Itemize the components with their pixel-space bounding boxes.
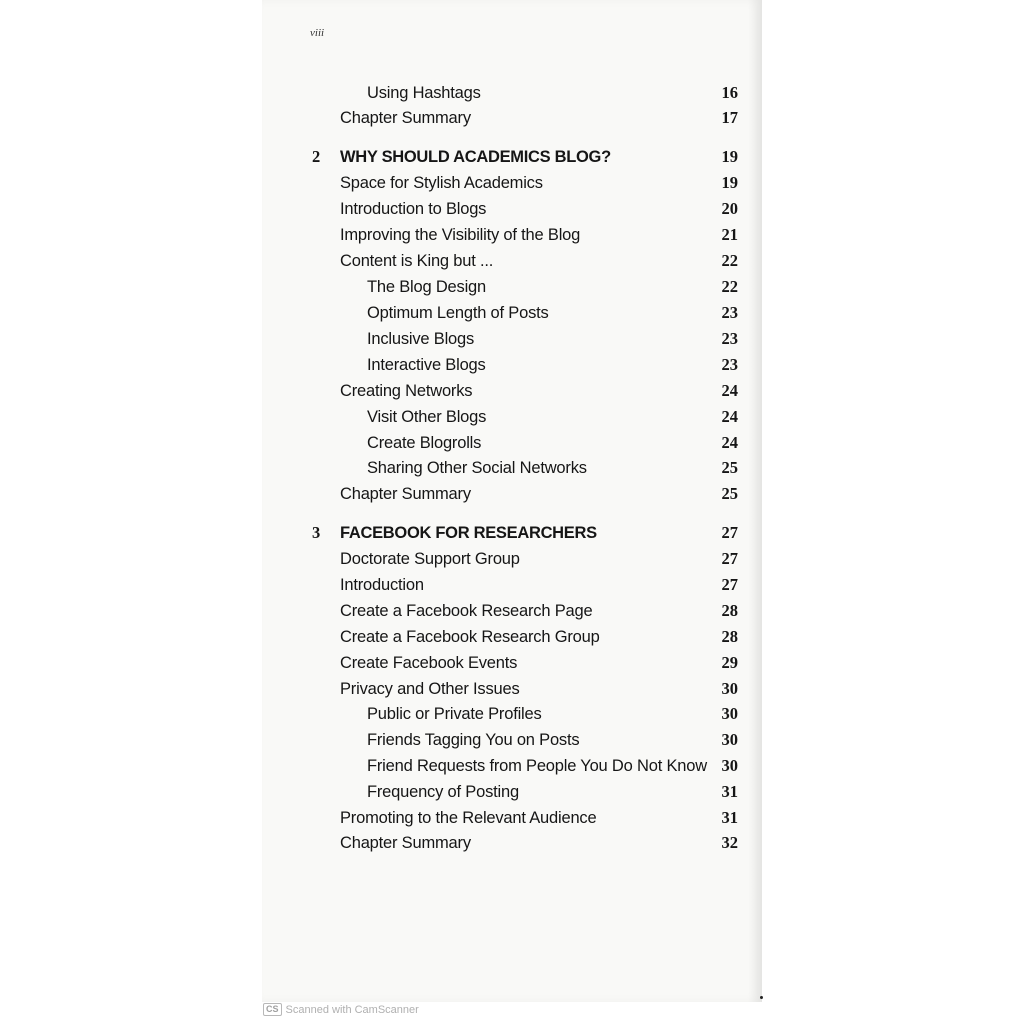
- toc-page-number: 23: [721, 329, 738, 348]
- toc-entry-row: [0, 457, 1024, 481]
- toc-entry-title: Inclusive Blogs: [367, 330, 475, 348]
- toc-page-number: 30: [721, 679, 738, 698]
- toc-entry-row: [0, 432, 1024, 456]
- toc-page-number: 25: [721, 458, 738, 477]
- toc-entry-title: The Blog Design: [367, 278, 486, 296]
- scan-speck: [760, 996, 763, 999]
- toc-page-number: 17: [721, 108, 738, 127]
- toc-entry-title: Create Facebook Events: [340, 654, 518, 672]
- toc-entry-title: Introduction to Blogs: [340, 200, 487, 218]
- toc-page-number: 19: [721, 173, 738, 192]
- toc-entry-title: Interactive Blogs: [367, 356, 486, 374]
- toc-page-number: 24: [721, 381, 738, 400]
- toc-page-number: 19: [721, 147, 738, 166]
- toc-entry-title: Doctorate Support Group: [340, 550, 520, 568]
- toc-entry-row: [0, 276, 1024, 300]
- toc-page-number: 23: [721, 303, 738, 322]
- toc-page-number: 27: [721, 575, 738, 594]
- toc-entry-title: WHY SHOULD ACADEMICS BLOG?: [340, 148, 611, 166]
- toc-chapter-row: [0, 522, 1024, 546]
- toc-page-number: 24: [721, 407, 738, 426]
- toc-entry-row: [0, 807, 1024, 831]
- toc-entry-row: [0, 380, 1024, 404]
- toc-entry-title: Frequency of Posting: [367, 783, 519, 801]
- toc-entry-title: Create Blogrolls: [367, 434, 482, 452]
- toc-entry-row: [0, 781, 1024, 805]
- toc-entry-row: [0, 328, 1024, 352]
- toc-entry-row: [0, 250, 1024, 274]
- toc-page-number: 28: [721, 627, 738, 646]
- toc-entry-title: Using Hashtags: [367, 84, 481, 102]
- toc-entry-row: [0, 483, 1024, 507]
- toc-entry-title: Privacy and Other Issues: [340, 680, 520, 698]
- toc-page-number: 29: [721, 653, 738, 672]
- toc-entry-title: Chapter Summary: [340, 485, 471, 503]
- toc-page-number: 16: [721, 83, 738, 102]
- toc-entry-title: Improving the Visibility of the Blog: [340, 226, 581, 244]
- toc-page-number: 23: [721, 355, 738, 374]
- toc-page-number: 27: [721, 523, 738, 542]
- toc-entry-title: Introduction: [340, 576, 424, 594]
- toc-entry-title: Creating Networks: [340, 382, 473, 400]
- toc-chapter-row: [0, 146, 1024, 170]
- toc-entry-title: Friends Tagging You on Posts: [367, 731, 580, 749]
- toc-page-number: 25: [721, 484, 738, 503]
- toc-entry-row: [0, 107, 1024, 131]
- toc-entry-row: [0, 703, 1024, 727]
- toc-entry-row: [0, 652, 1024, 676]
- toc-entry-title: Friend Requests from People You Do Not Know: [367, 757, 707, 775]
- toc-page-number: 30: [721, 756, 738, 775]
- toc-entry-row: [0, 302, 1024, 326]
- toc-entry-row: [0, 678, 1024, 702]
- toc-entry-title: Sharing Other Social Networks: [367, 459, 587, 477]
- toc-page-number: 32: [721, 833, 738, 852]
- toc-entry-title: Public or Private Profiles: [367, 705, 542, 723]
- toc-entry-row: [0, 626, 1024, 650]
- toc-entry-row: [0, 574, 1024, 598]
- toc-chapter-number: 3: [312, 523, 321, 542]
- toc-entry-title: Promoting to the Relevant Audience: [340, 809, 597, 827]
- toc-page-number: 22: [721, 277, 738, 296]
- page-number: viii: [310, 27, 325, 39]
- toc-entry-title: Chapter Summary: [340, 834, 471, 852]
- toc-entry-row: [0, 600, 1024, 624]
- toc-entry-title: Space for Stylish Academics: [340, 174, 543, 192]
- camscanner-logo-icon: CS: [263, 1003, 282, 1016]
- toc-page-number: 20: [721, 199, 738, 218]
- toc-entry-row: [0, 224, 1024, 248]
- toc-entry-title: Chapter Summary: [340, 109, 471, 127]
- toc-page-number: 30: [721, 730, 738, 749]
- toc-entry-title: Create a Facebook Research Page: [340, 602, 593, 620]
- toc-entry-row: [0, 729, 1024, 753]
- toc-entry-row: [0, 354, 1024, 378]
- toc-page-number: 22: [721, 251, 738, 270]
- toc-entry-title: Content is King but ...: [340, 252, 494, 270]
- toc-entry-title: Create a Facebook Research Group: [340, 628, 600, 646]
- toc-page-number: 31: [721, 782, 738, 801]
- toc-entry-row: [0, 82, 1024, 106]
- toc-entry-row: [0, 548, 1024, 572]
- toc-entry-title: FACEBOOK FOR RESEARCHERS: [340, 524, 597, 542]
- toc-entry-row: [0, 406, 1024, 430]
- toc-page-number: 28: [721, 601, 738, 620]
- watermark-text: Scanned with CamScanner: [285, 1003, 419, 1016]
- toc-entry-row: [0, 198, 1024, 222]
- toc-entry-row: [0, 832, 1024, 856]
- toc-entry-row: [0, 172, 1024, 196]
- scanner-watermark: [263, 1003, 419, 1016]
- toc-page-number: 21: [721, 225, 738, 244]
- toc-page-number: 30: [721, 704, 738, 723]
- toc-page-number: 24: [721, 433, 738, 452]
- toc-entry-title: Visit Other Blogs: [367, 408, 487, 426]
- toc-chapter-number: 2: [312, 147, 321, 166]
- toc-entry-title: Optimum Length of Posts: [367, 304, 549, 322]
- toc-entry-row: [0, 755, 1024, 779]
- toc-page-number: 31: [721, 808, 738, 827]
- toc-page-number: 27: [721, 549, 738, 568]
